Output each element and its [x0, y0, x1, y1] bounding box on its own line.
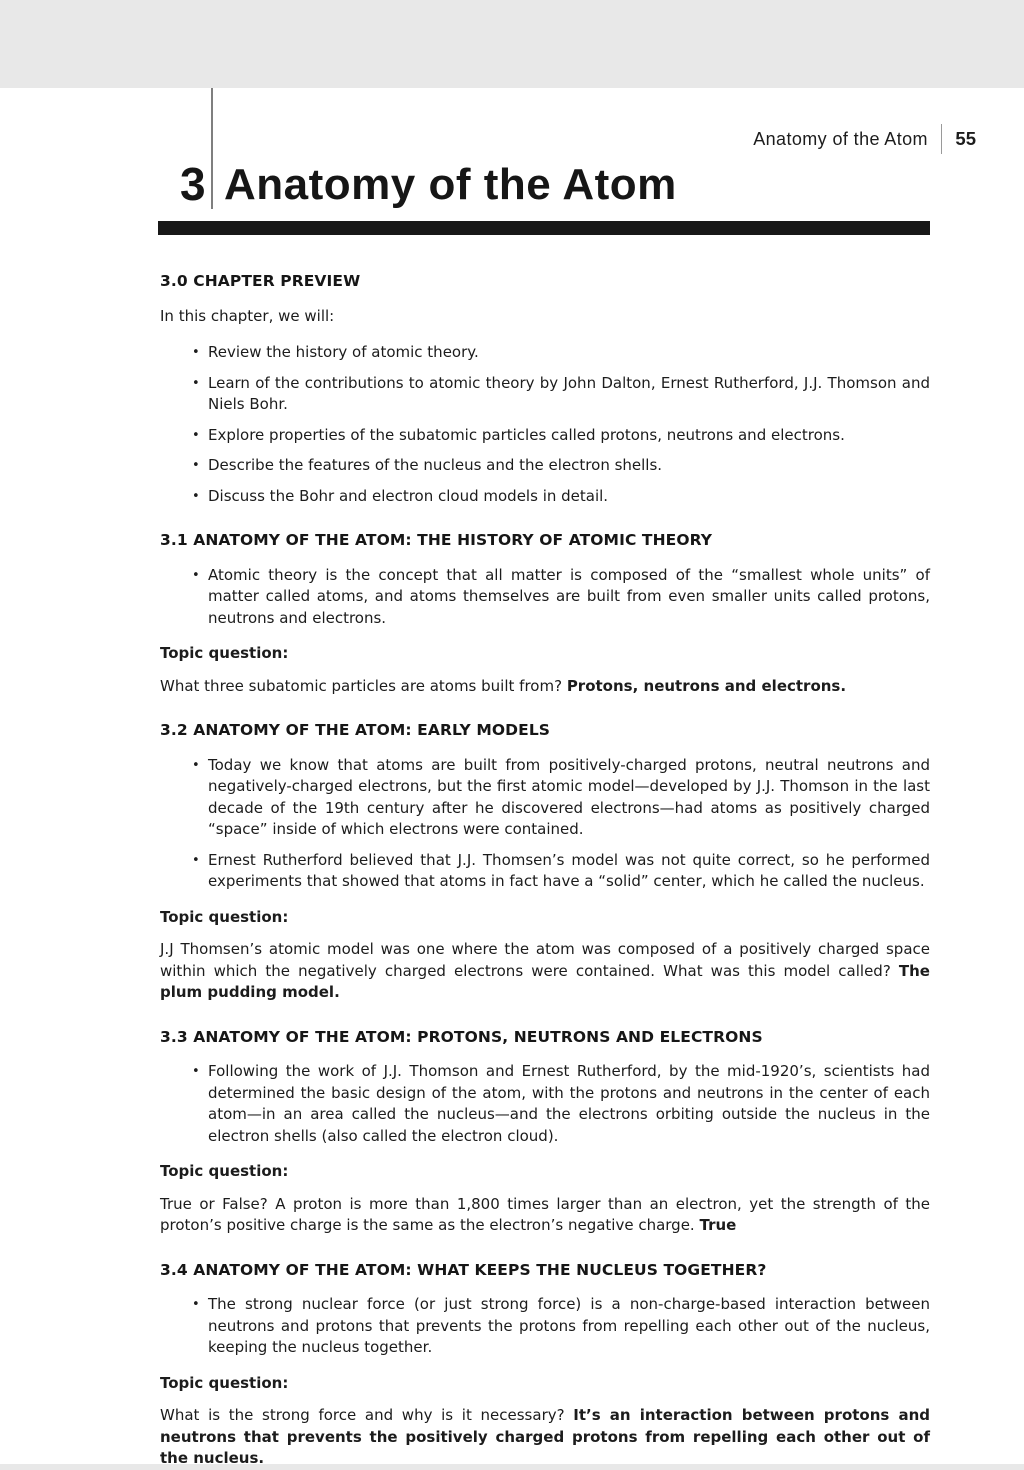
bullet-icon: • — [192, 1064, 200, 1079]
topic-question-text: What is the strong force and why is it necessary? — [160, 1406, 565, 1424]
list-item — [192, 755, 930, 841]
list-item — [192, 565, 930, 630]
bullet-icon: • — [192, 458, 200, 473]
page-content — [160, 271, 930, 1470]
bullet-text: Explore properties of the subatomic particles called protons, neutrons and electrons. — [208, 425, 845, 444]
topic-answer-text: It’s an interaction between protons and neutrons that prevents the positively charged protons from repelling each other out of the nucleus. — [160, 1406, 931, 1467]
bullet-text: The strong nuclear force (or just strong force) is a non-charge-based interaction between neutrons and protons that prevents the protons from repelling each other out of the nucleus, keeping the nucleus together. — [208, 1295, 930, 1356]
list-item — [192, 342, 930, 364]
bullet-icon: • — [192, 757, 200, 773]
bullet-text: Describe the features of the nucleus and the electron shells. — [208, 456, 663, 474]
section-what-keeps-nucleus-together — [160, 1260, 930, 1470]
bullet-text: Discuss the Bohr and electron cloud models in detail. — [208, 486, 609, 505]
title-underline-bar — [158, 221, 930, 235]
topic-answer-text: The plum pudding model. — [160, 961, 930, 1001]
section-chapter-preview — [160, 271, 930, 507]
topic-answer-text: True — [699, 1216, 737, 1234]
topic-question-paragraph — [160, 939, 930, 1004]
list-item — [192, 373, 930, 416]
bullet-icon: • — [192, 345, 200, 360]
topic-question-paragraph — [160, 676, 930, 698]
bullet-list — [160, 1061, 930, 1147]
bullet-icon: • — [192, 852, 200, 868]
running-title: Anatomy of the Atom — [753, 128, 928, 149]
page-number: 55 — [955, 128, 976, 149]
topic-question-text: True or False? A proton is more than 1,800 times larger than an electron, yet the strength of the proton’s positive charge is the same as the electron’s negative charge. — [160, 1194, 930, 1234]
section-intro: In this chapter, we will: — [160, 306, 335, 325]
section-early-models — [160, 720, 930, 1004]
bullet-list — [160, 342, 930, 507]
bullet-icon: • — [192, 1297, 200, 1312]
list-item — [192, 1294, 930, 1359]
section-heading: 3.3 ANATOMY OF THE ATOM: PROTONS, NEUTRONS AND ELECTRONS — [160, 1027, 763, 1046]
chapter-number: 3 — [180, 158, 206, 210]
section-heading: 3.1 ANATOMY OF THE ATOM: THE HISTORY OF ATOMIC THEORY — [160, 531, 713, 549]
section-heading: 3.2 ANATOMY OF THE ATOM: EARLY MODELS — [160, 721, 551, 739]
bullet-text: Today we know that atoms are built from positively-charged protons, neutral neutrons and negatively-charged electrons, but the first atomic model—developed by J.J. Thomson in the last decade of the 19th century after he discovered electrons—had atoms as positively charged “space” inside of which electrons were contained. — [208, 755, 930, 838]
topic-question-text: What three subatomic particles are atoms built from? — [160, 676, 563, 695]
bullet-list — [160, 1294, 930, 1359]
bullet-list — [160, 565, 930, 630]
textbook-page — [0, 88, 1024, 1467]
section-heading: 3.0 CHAPTER PREVIEW — [160, 272, 361, 290]
list-item — [192, 1061, 930, 1147]
bullet-text: Following the work of J.J. Thomson and Ernest Rutherford, by the mid-1920’s, scientists had determined the basic design of the atom, with the protons and neutrons in the center of each atom—in an area called the nucleus—and the electrons orbiting outside the nucleus in the electron shells (also called the electron cloud). — [208, 1062, 930, 1145]
bullet-list — [160, 755, 930, 893]
list-item — [192, 850, 930, 893]
topic-question-label: Topic question: — [160, 907, 289, 926]
topic-question-paragraph — [160, 1405, 930, 1470]
topic-question-paragraph — [160, 1194, 930, 1237]
topic-question-label: Topic question: — [160, 644, 289, 662]
bullet-text: Learn of the contributions to atomic theory by John Dalton, Ernest Rutherford, J.J. Thomson and Niels Bohr. — [208, 373, 930, 413]
list-item — [192, 455, 930, 477]
bullet-icon: • — [192, 567, 200, 583]
list-item — [192, 486, 930, 508]
bullet-text: Review the history of atomic theory. — [208, 343, 479, 361]
topic-question-label: Topic question: — [160, 1162, 289, 1180]
list-item — [192, 425, 930, 447]
topic-question-text: J.J Thomsen’s atomic model was one where the atom was composed of a positively charged space within which the negatively charged electrons were contained. What was this model called? — [160, 940, 930, 980]
topic-answer-text: Protons, neutrons and electrons. — [566, 676, 847, 695]
bullet-text: Ernest Rutherford believed that J.J. Thomsen’s model was not quite correct, so he performed experiments that showed that atoms in fact have a “solid” center, which he called the nucleus. — [208, 850, 930, 890]
chapter-title: Anatomy of the Atom — [224, 160, 677, 209]
chapter-title-block — [160, 88, 1024, 210]
section-protons-neutrons-electrons — [160, 1027, 930, 1237]
topic-question-label: Topic question: — [160, 1373, 289, 1392]
section-heading: 3.4 ANATOMY OF THE ATOM: WHAT KEEPS THE NUCLEUS TOGETHER? — [160, 1260, 767, 1279]
chapter-divider-line — [211, 88, 213, 209]
bullet-text: Atomic theory is the concept that all matter is composed of the “smallest whole units” of matter called atoms, and atoms themselves are built from even smaller units called protons, neutrons and electrons. — [208, 565, 930, 627]
section-history-of-atomic-theory — [160, 530, 930, 697]
bullet-icon: • — [192, 375, 200, 391]
bullet-icon: • — [192, 427, 200, 443]
bullet-icon: • — [192, 488, 200, 504]
